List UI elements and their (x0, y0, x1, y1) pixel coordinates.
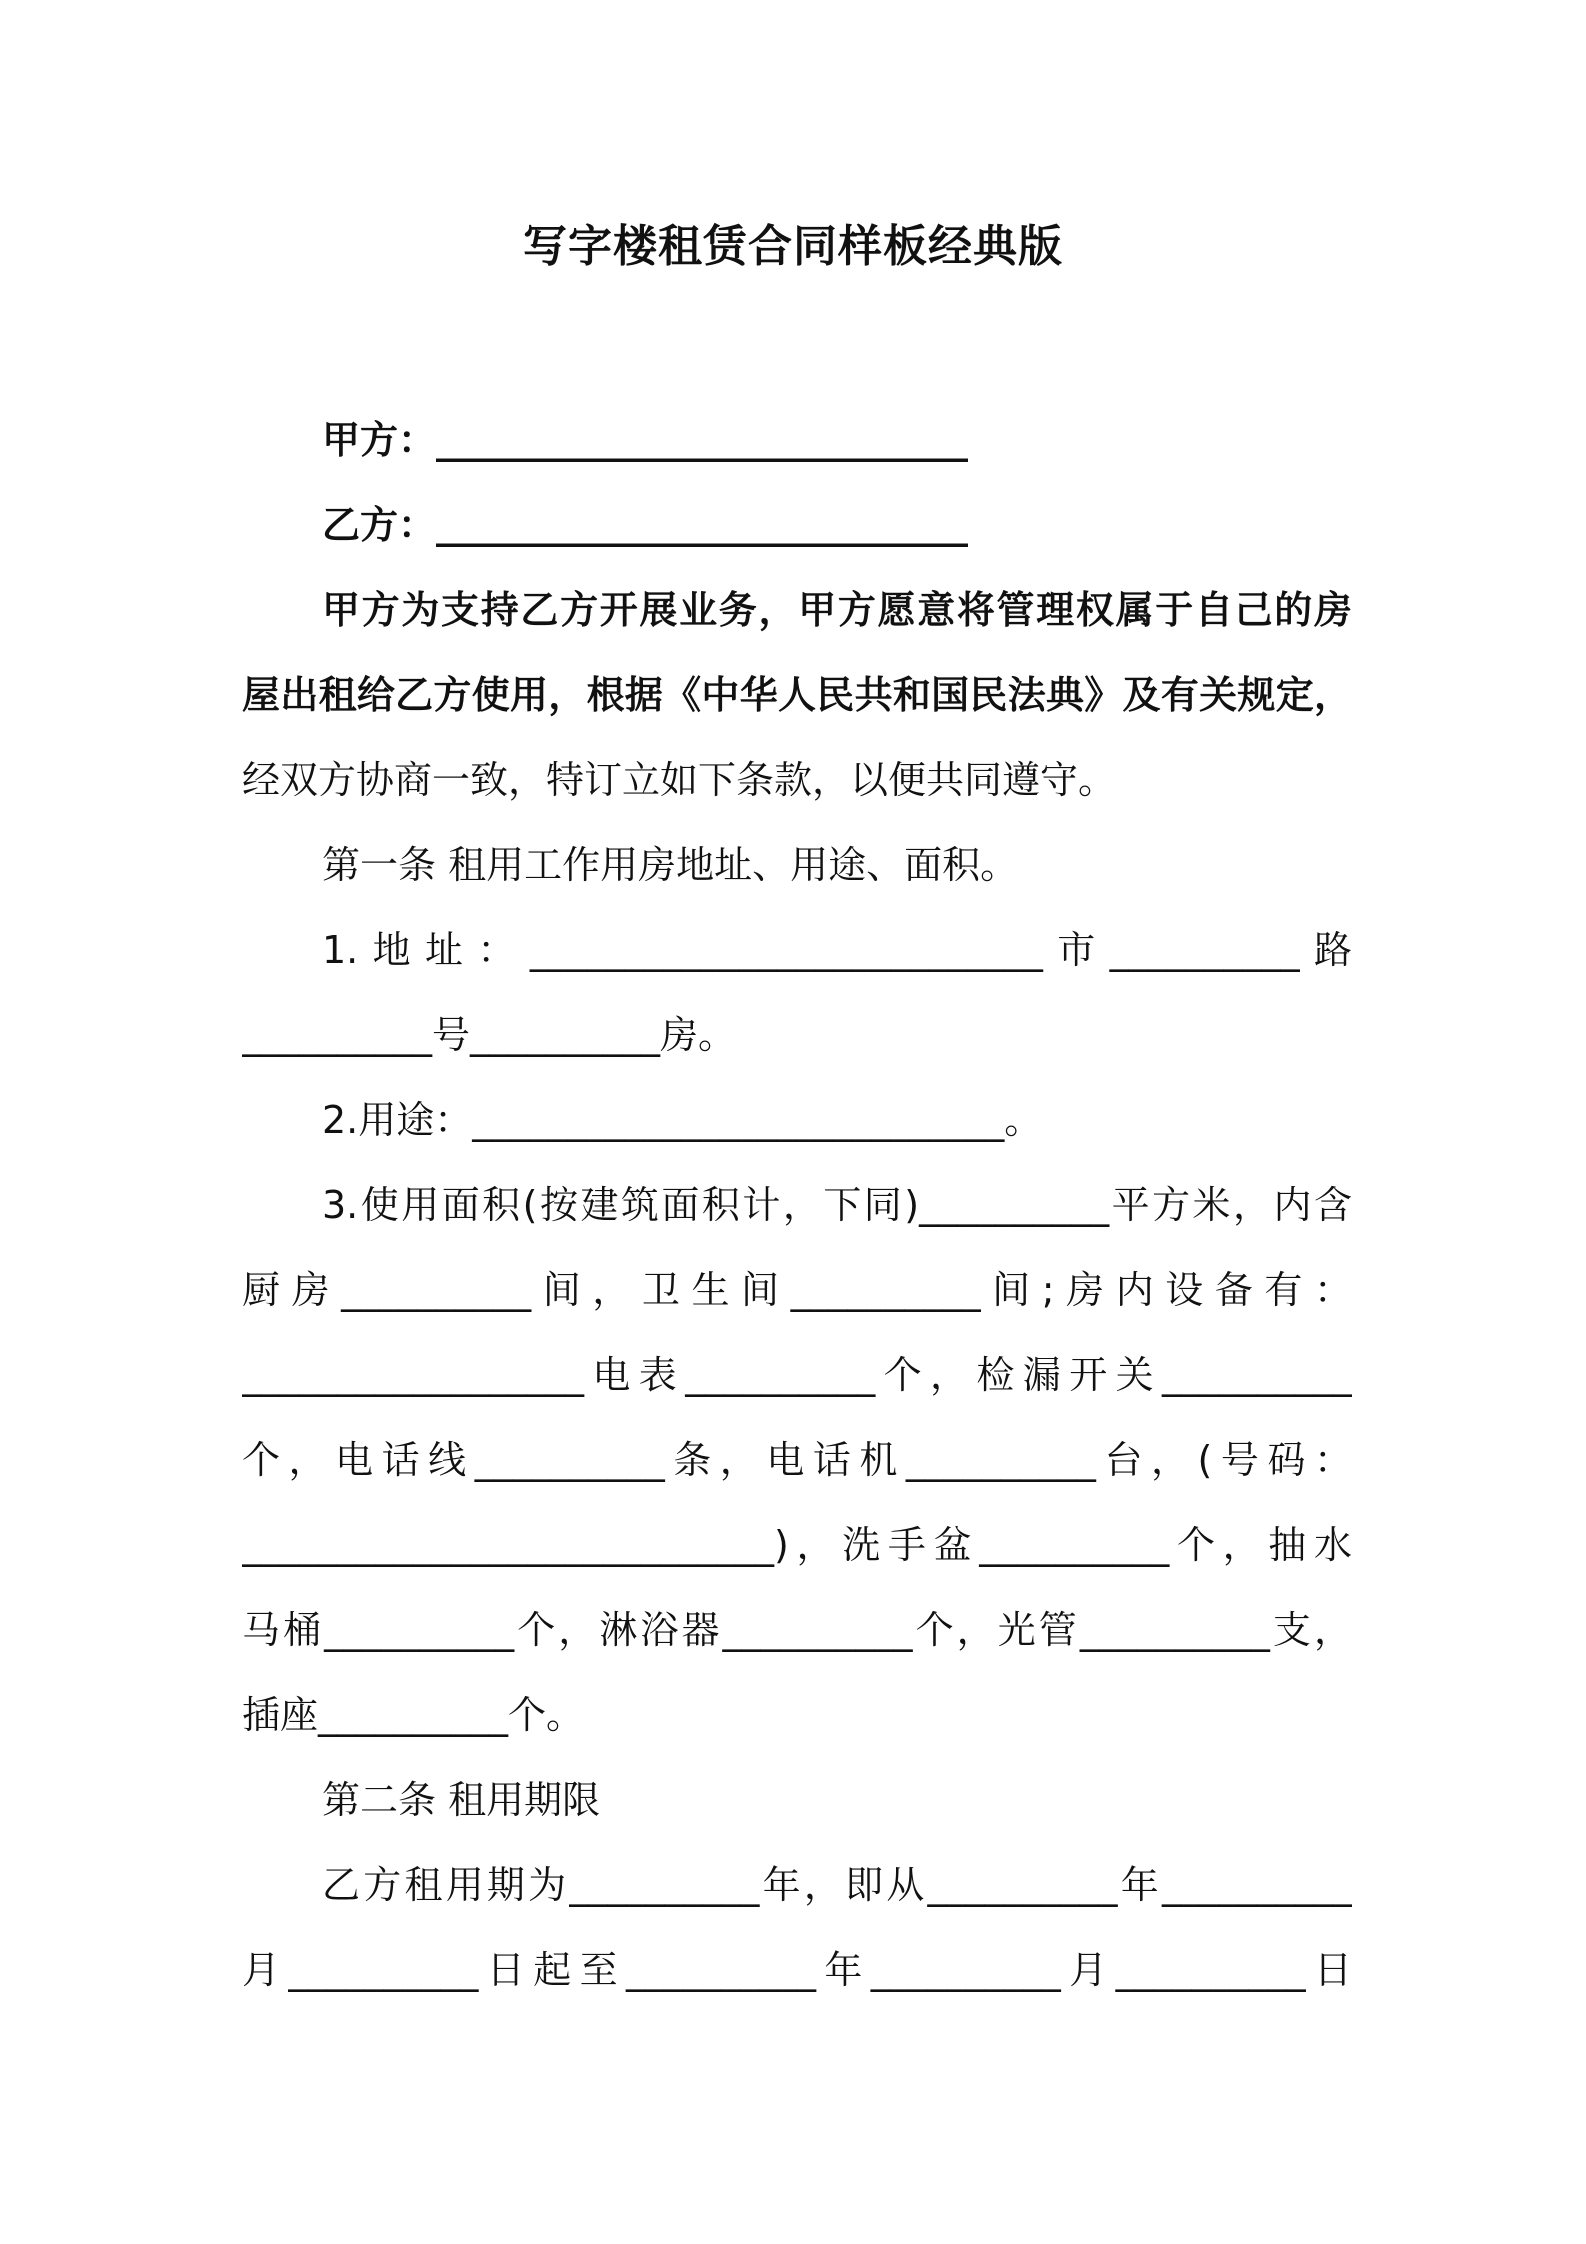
area-line-3: __________________电表__________个，检漏开关__________ (242, 1353, 1352, 1397)
term-line-2: 月__________日起至__________年__________月__________日 (242, 1948, 1352, 1992)
address-line-1: 1.地址：___________________________市__________路 (322, 928, 1352, 972)
article-1-heading: 第一条 租用工作用房地址、用途、面积。 (322, 843, 1019, 887)
document-title: 写字楼租赁合同样板经典版 (523, 221, 1063, 272)
party-a-line: 甲方：____________________________ (322, 418, 969, 462)
area-line-5: ____________________________)，洗手盆__________个，抽水 (242, 1523, 1352, 1567)
usage-line: 2.用途：____________________________。 (322, 1098, 1043, 1142)
area-line-2: 厨房__________间，卫生间__________间;房内设备有： (242, 1268, 1352, 1312)
area-line-4: 个，电话线__________条，电话机__________台，(号码： (242, 1438, 1352, 1482)
term-line-1: 乙方租用期为__________年，即从__________年__________ (322, 1863, 1352, 1907)
preamble-line-2: 屋出租给乙方使用，根据《中华人民共和国民法典》及有关规定， (242, 673, 1352, 717)
area-line-6: 马桶__________个，淋浴器__________个，光管__________支， (242, 1608, 1352, 1652)
area-line-7: 插座__________个。 (242, 1693, 585, 1737)
address-line-2: __________号__________房。 (242, 1013, 737, 1057)
preamble-line-3: 经双方协商一致，特订立如下条款，以便共同遵守。 (242, 758, 1117, 802)
party-b-line: 乙方：____________________________ (322, 503, 969, 547)
article-2-heading: 第二条 租用期限 (322, 1778, 601, 1822)
preamble-line-1: 甲方为支持乙方开展业务，甲方愿意将管理权属于自己的房 (322, 588, 1352, 632)
area-line-1: 3.使用面积(按建筑面积计，下同)__________平方米，内含 (322, 1183, 1352, 1227)
